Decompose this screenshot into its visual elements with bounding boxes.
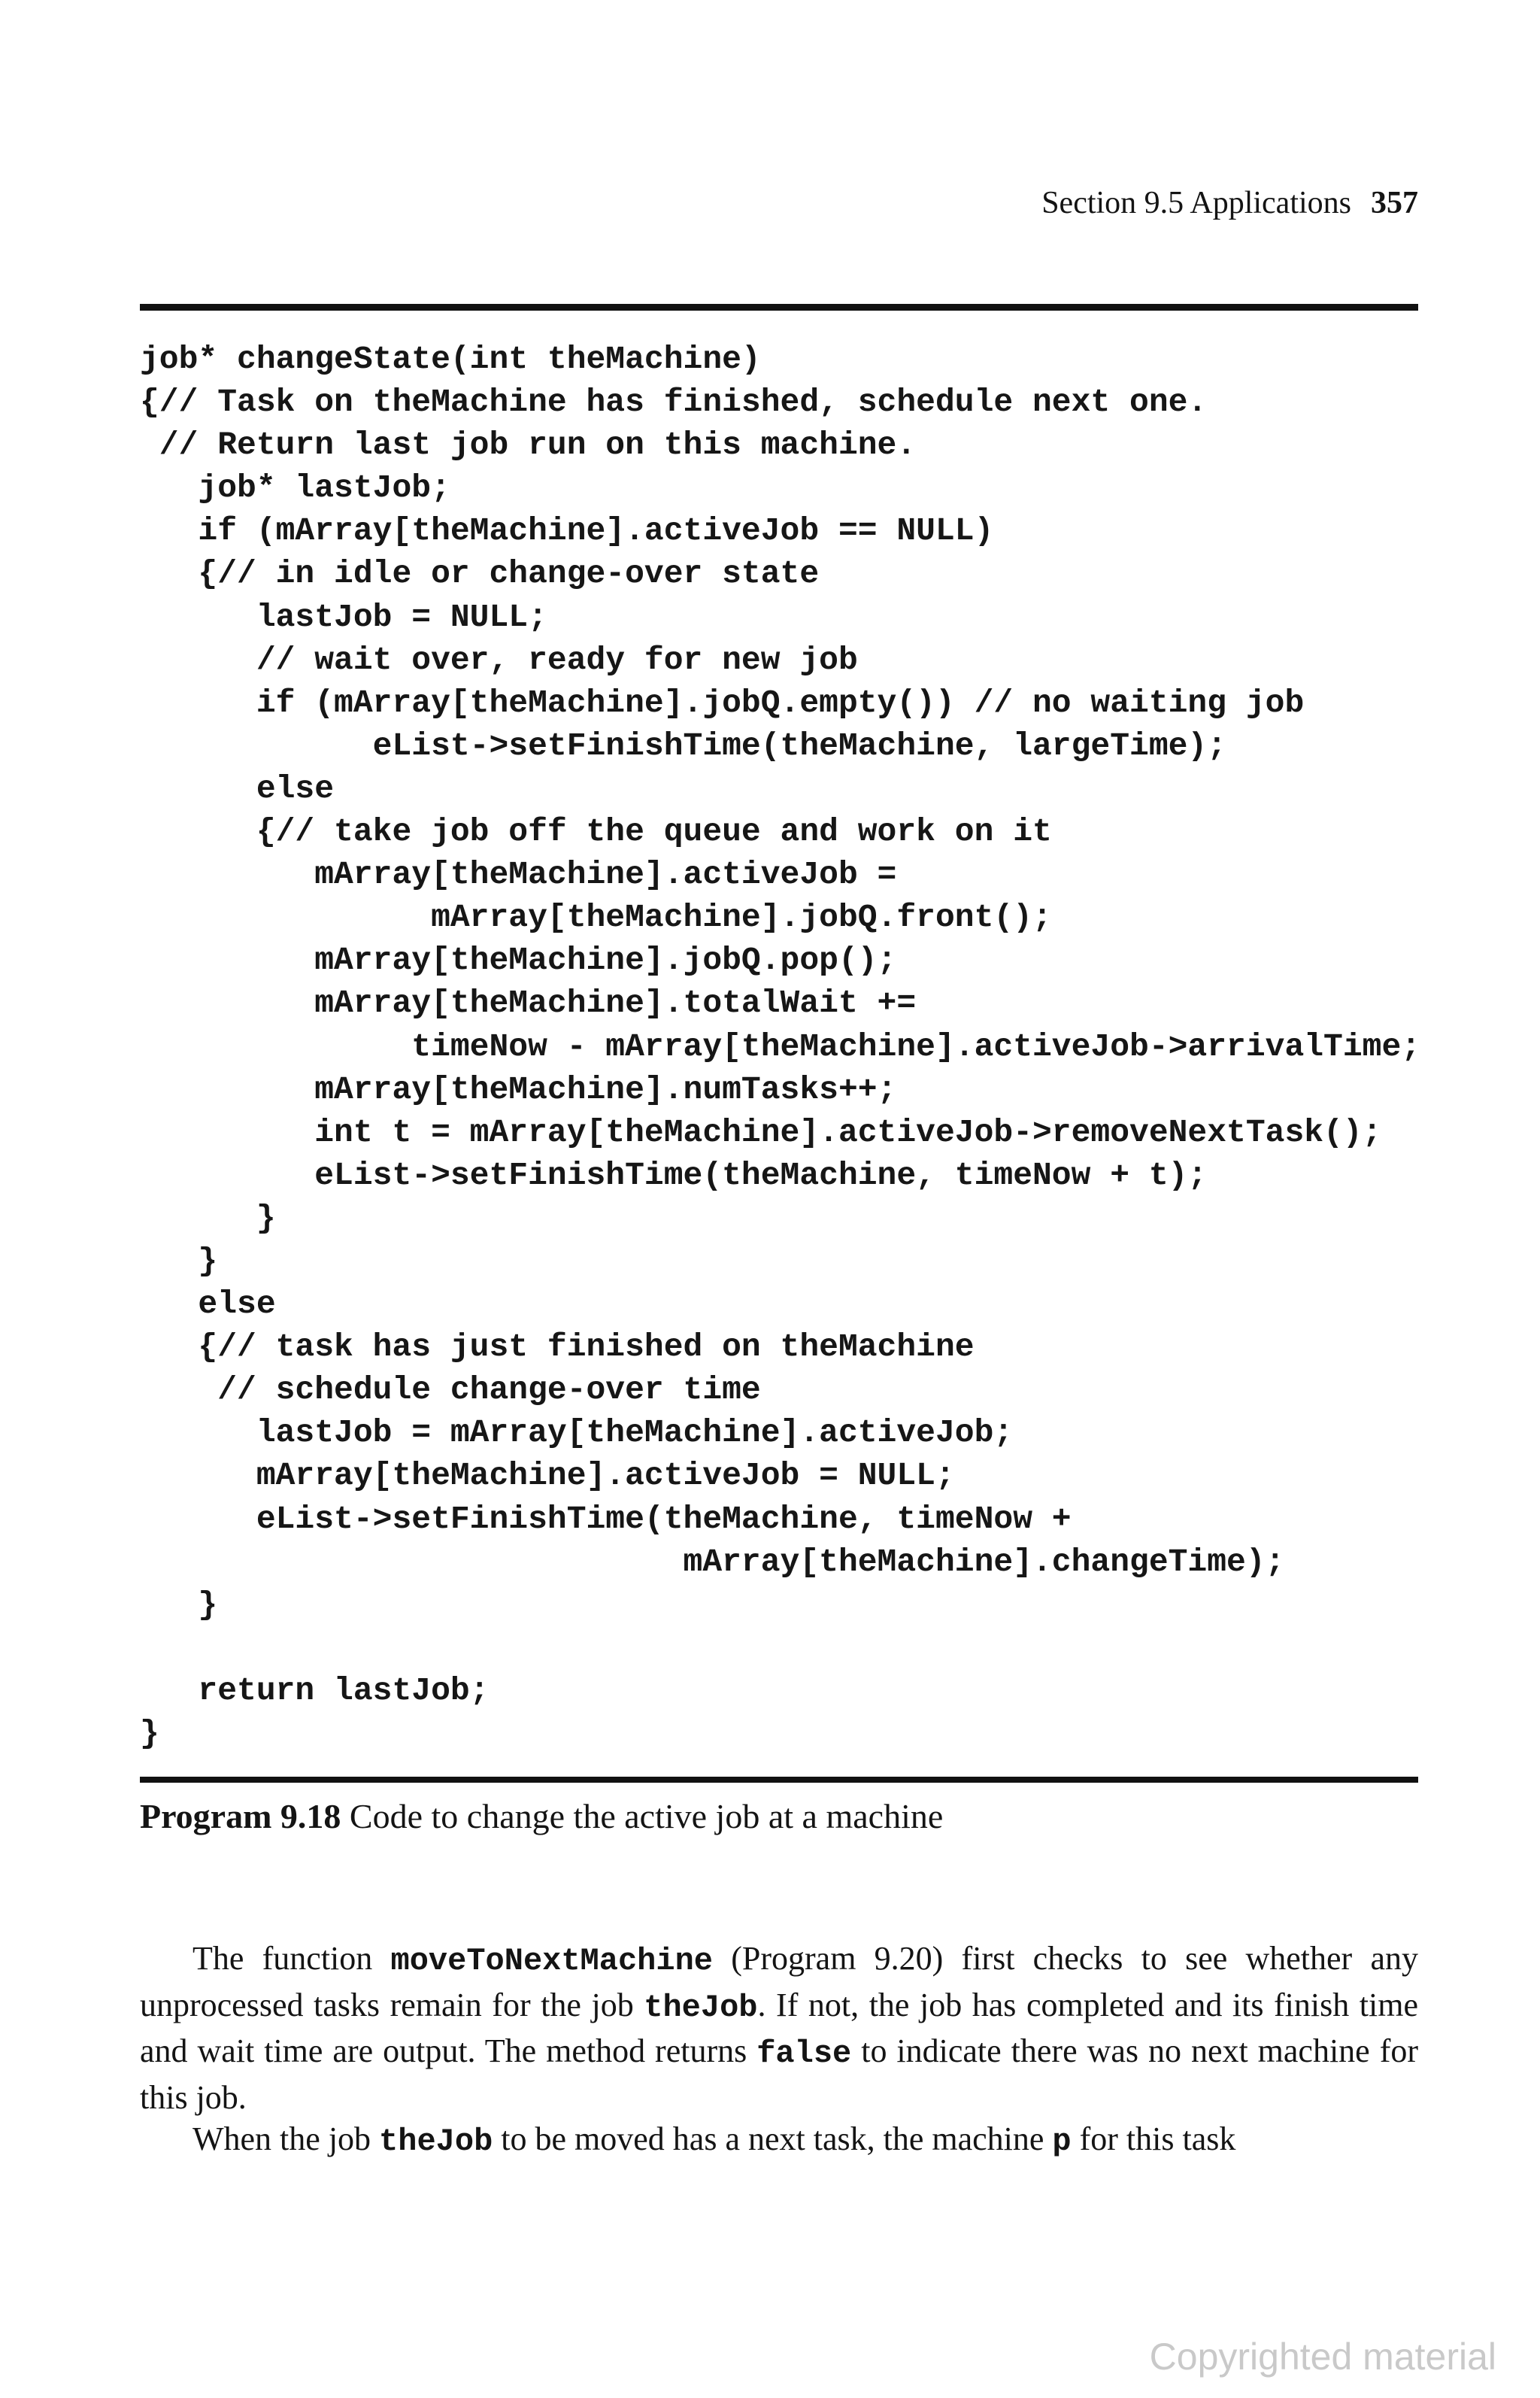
page-number: 357 [1371,186,1418,220]
p2-code-p: p [1052,2123,1072,2160]
copyright-watermark: Copyrighted material [1149,2336,1496,2378]
p1-text-d: to indicate there was no next machine for this job. [140,2032,1418,2116]
caption-label: Program 9.18 [140,1797,341,1835]
top-rule [140,304,1418,311]
paragraph-1 [140,1937,1418,2120]
p2-code-the-job: theJob [379,2123,493,2160]
p1-text-b: (Program 9.20) first checks to see whether any unprocessed tasks remain for the job [140,1940,1418,2023]
bottom-rule [140,1777,1418,1783]
code-listing: job* changeState(int theMachine) {// Task on theMachine has finished, schedule next one. // Return last job run on this machine. job* lastJob; if (mArray[theMachine].activeJob == NULL) {// in idle or change-over state lastJob = NULL; // wait over, ready for new job if (mArray[theMachine].jobQ.empty()) // no waiting job eList->setFinishTime(theMachine, largeTime); else {// take job off the queue and work on it mArray[theMachine].activeJob = mArray[theMachine].jobQ.front(); mArray[theMachine].jobQ.pop(); mArray[theMachine].totalWait += timeNow - mArray[theMachine].activeJob->arrivalTime; mArray[theMachine].numTasks++; int t = mArray[theMachine].activeJob->removeNextTask(); eList->setFinishTime(theMachine, timeNow + t); } } else {// task has just finished on theMachine // schedule change-over time lastJob = mArray[theMachine].activeJob; mArray[theMachine].activeJob = NULL; eList->setFinishTime(theMachine, timeNow + mArray[theMachine].changeTime); } return lastJob; } [140,341,1421,1752]
p2-text-c: for this task [1071,2120,1236,2157]
p2-text-a: When the job [192,2120,380,2157]
program-caption [140,1796,943,1836]
p1-text-c: . If not, the job has completed and its finish time and wait time are output. The method returns [140,1986,1418,2069]
p1-code-the-job: theJob [644,1989,758,2026]
caption-text: Code to change the active job at a machine [341,1797,944,1835]
p1-text-a: The function [192,1940,391,1977]
p1-code-false: false [756,2035,852,2072]
paragraph-2 [140,2117,1418,2164]
p2-text-b: to be moved has a next task, the machine [493,2120,1053,2157]
section-title: Section 9.5 Applications [1041,186,1351,220]
p1-code-move-to-next-machine: moveToNextMachine [390,1943,713,1979]
running-head [1041,185,1418,221]
